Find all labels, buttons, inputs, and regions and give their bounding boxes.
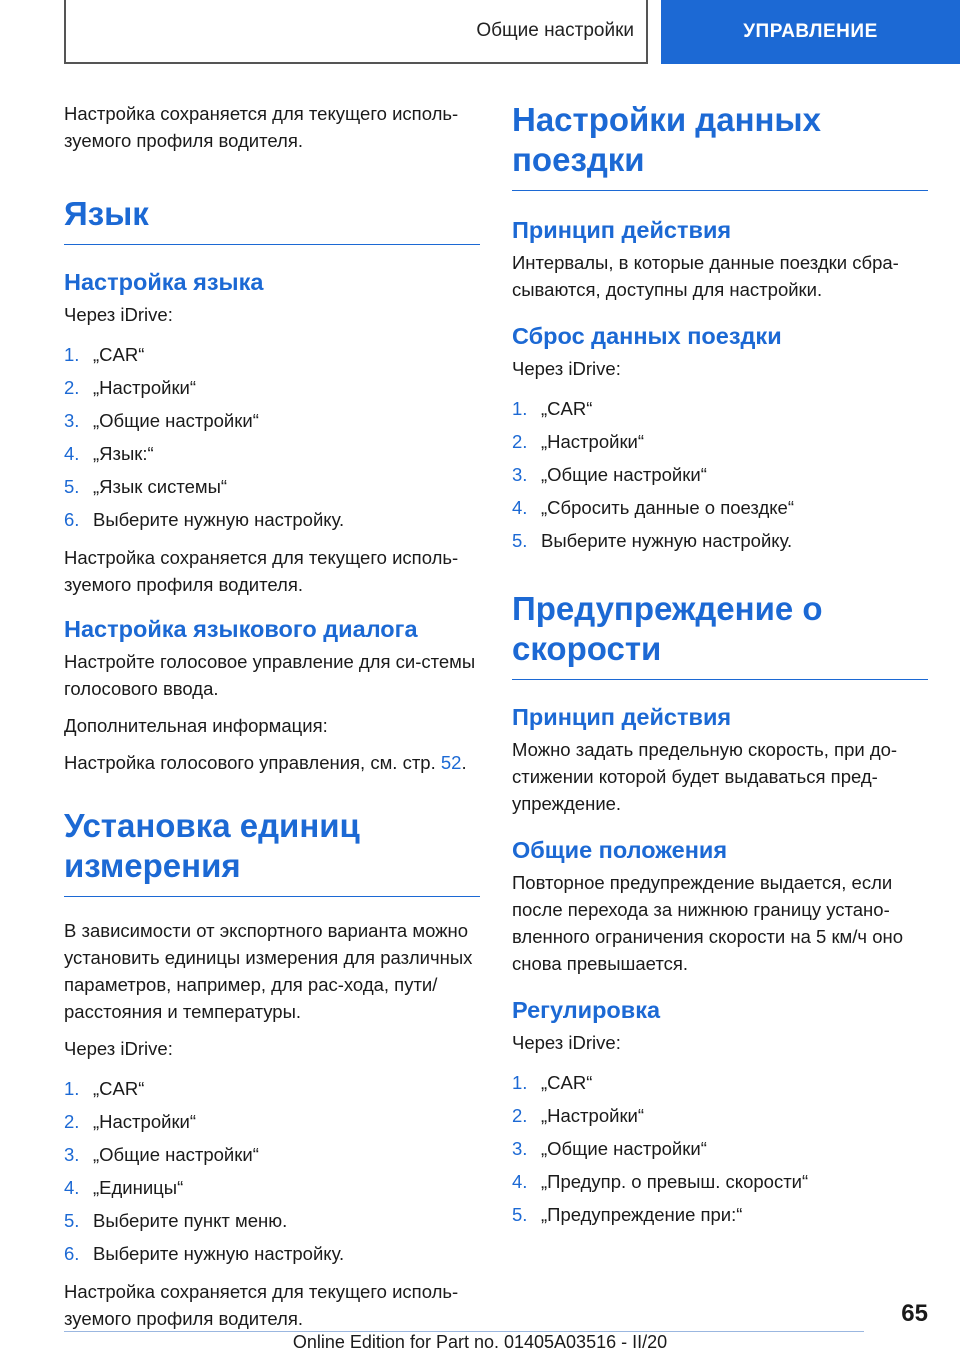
step-number: 4. xyxy=(64,1177,80,1198)
step-text: „Настройки“ xyxy=(541,431,645,452)
list-item xyxy=(64,1171,480,1204)
list-item xyxy=(64,1138,480,1171)
step-text: „CAR“ xyxy=(541,1072,593,1093)
list-item xyxy=(512,425,928,458)
step-text: Выберите пункт меню. xyxy=(93,1210,288,1231)
voice-reference-text: Настройка голосового управления, см. стр. xyxy=(64,752,441,773)
step-number: 1. xyxy=(512,398,528,419)
heading-units: Установка единиц измерения xyxy=(64,806,480,897)
step-text: „Предупр. о превыш. скорости“ xyxy=(541,1171,809,1192)
steps-units xyxy=(64,1072,480,1270)
step-text: „CAR“ xyxy=(93,344,145,365)
steps-reset xyxy=(512,392,928,557)
heading-trip-data: Настройки данных поездки xyxy=(512,100,928,191)
dialog-paragraph: Настройте голосовое управление для си-стемы голосового ввода. xyxy=(64,651,476,699)
step-text: „CAR“ xyxy=(541,398,593,419)
step-number: 6. xyxy=(64,1243,80,1264)
step-number: 1. xyxy=(64,344,80,365)
heading-voice-dialog: Настройка языкового диалога xyxy=(64,616,418,642)
list-item xyxy=(64,1072,480,1105)
list-item xyxy=(512,1132,928,1165)
step-number: 1. xyxy=(64,1078,80,1099)
steps-speed-warning xyxy=(512,1066,928,1231)
step-text: „Настройки“ xyxy=(93,377,197,398)
heading-principle: Принцип действия xyxy=(512,217,732,243)
list-item xyxy=(64,338,480,371)
list-item xyxy=(64,404,480,437)
step-number: 5. xyxy=(512,1204,528,1225)
step-number: 1. xyxy=(512,1072,528,1093)
step-number: 2. xyxy=(64,1111,80,1132)
step-text: „Язык:“ xyxy=(93,443,154,464)
step-text: „Общие настройки“ xyxy=(93,410,259,431)
footer-edition: Online Edition for Part no. 01405A03516 - II/20 xyxy=(292,1332,668,1352)
step-text: „CAR“ xyxy=(93,1078,145,1099)
step-text: Выберите нужную настройку. xyxy=(541,530,793,551)
step-number: 2. xyxy=(512,431,528,452)
saved-note: Настройка сохраняется для текущего исполь-зуемого профиля водителя. xyxy=(64,1281,459,1329)
steps-language xyxy=(64,338,480,536)
step-text: „Сбросить данные о поездке“ xyxy=(541,497,795,518)
step-text: „Единицы“ xyxy=(93,1177,184,1198)
step-number: 3. xyxy=(512,1138,528,1159)
list-item xyxy=(512,392,928,425)
heading-principle: Принцип действия xyxy=(512,704,732,730)
step-number: 3. xyxy=(64,410,80,431)
step-number: 4. xyxy=(64,443,80,464)
principle-paragraph: Можно задать предельную скорость, при до-стижении которой будет выдаваться пред-упреждение. xyxy=(512,739,898,814)
step-number: 5. xyxy=(512,530,528,551)
via-idrive-label: Через iDrive: xyxy=(512,358,621,379)
list-item xyxy=(64,371,480,404)
step-text: „Общие настройки“ xyxy=(541,464,707,485)
page-link[interactable]: 52 xyxy=(440,752,462,773)
step-number: 2. xyxy=(64,377,80,398)
step-text: Выберите нужную настройку. xyxy=(93,509,345,530)
list-item xyxy=(512,491,928,524)
list-item xyxy=(512,1198,928,1231)
step-text: „Настройки“ xyxy=(93,1111,197,1132)
heading-language: Язык xyxy=(64,194,480,245)
right-column xyxy=(512,100,928,1239)
intro-paragraph: Настройка сохраняется для текущего исполь-зуемого профиля водителя. xyxy=(64,103,459,151)
chapter-tab[interactable] xyxy=(661,0,960,64)
voice-reference-end: . xyxy=(461,752,467,773)
list-item xyxy=(64,503,480,536)
via-idrive-label: Через iDrive: xyxy=(64,1038,173,1059)
step-text: Выберите нужную настройку. xyxy=(93,1243,345,1264)
page-number: 65 xyxy=(901,1300,928,1327)
step-number: 5. xyxy=(64,1210,80,1231)
step-number: 5. xyxy=(64,476,80,497)
list-item xyxy=(512,1165,928,1198)
via-idrive-label: Через iDrive: xyxy=(64,304,173,325)
step-number: 3. xyxy=(512,464,528,485)
chapter-tab-label: УПРАВЛЕНИЕ xyxy=(743,21,878,42)
list-item xyxy=(64,1204,480,1237)
list-item xyxy=(512,458,928,491)
step-number: 4. xyxy=(512,497,528,518)
heading-general: Общие положения xyxy=(512,837,728,863)
step-text: „Общие настройки“ xyxy=(93,1144,259,1165)
via-idrive-label: Через iDrive: xyxy=(512,1032,621,1053)
step-number: 2. xyxy=(512,1105,528,1126)
step-text: „Общие настройки“ xyxy=(541,1138,707,1159)
heading-adjustment: Регулировка xyxy=(512,997,661,1023)
list-item xyxy=(64,470,480,503)
left-column xyxy=(64,100,480,1342)
heading-language-setting: Настройка языка xyxy=(64,269,264,295)
saved-note: Настройка сохраняется для текущего исполь-зуемого профиля водителя. xyxy=(64,547,459,595)
units-paragraph: В зависимости от экспортного варианта можно установить единицы измерения для различных параметров, например, для рас-хода, пути/расстояния и температуры. xyxy=(64,920,473,1022)
step-number: 4. xyxy=(512,1171,528,1192)
list-item xyxy=(512,1099,928,1132)
step-text: „Предупреждение при:“ xyxy=(541,1204,743,1225)
heading-speed-warning: Предупреждение о скорости xyxy=(512,589,928,680)
general-paragraph: Повторное предупреждение выдается, если после перехода за нижнюю границу устано-вленного ограничения скорости на 5 км/ч оно снова превышается. xyxy=(512,872,903,974)
list-item xyxy=(512,524,928,557)
list-item xyxy=(64,1237,480,1270)
list-item xyxy=(64,437,480,470)
list-item xyxy=(512,1066,928,1099)
step-text: „Настройки“ xyxy=(541,1105,645,1126)
step-number: 3. xyxy=(64,1144,80,1165)
voice-reference xyxy=(64,749,480,776)
step-number: 6. xyxy=(64,509,80,530)
step-text: „Язык системы“ xyxy=(93,476,228,497)
heading-reset-trip: Сброс данных поездки xyxy=(512,323,782,349)
more-info-label: Дополнительная информация: xyxy=(64,715,328,736)
section-header xyxy=(64,0,648,64)
section-title: Общие настройки xyxy=(476,20,634,41)
list-item xyxy=(64,1105,480,1138)
principle-paragraph: Интервалы, в которые данные поездки сбра-сываются, доступны для настройки. xyxy=(512,252,899,300)
